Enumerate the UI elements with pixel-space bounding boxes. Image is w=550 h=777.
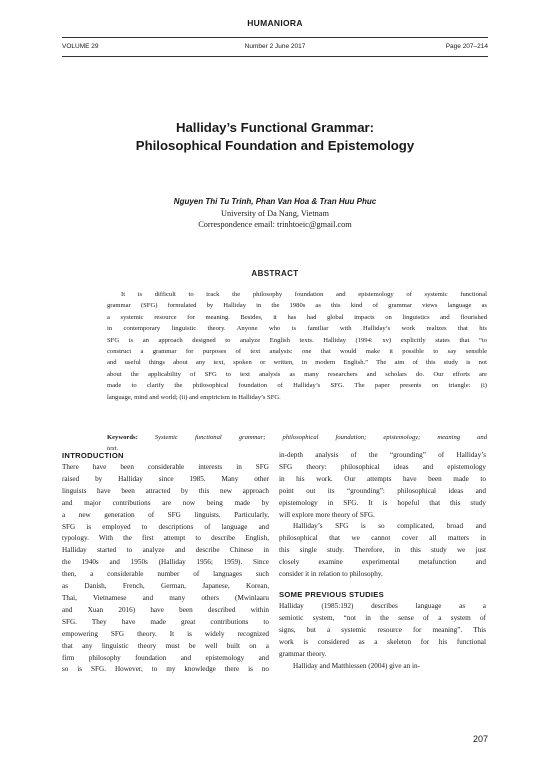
abstract-line: SFG is an approach designed to analyze English texts. Halliday (1994: xv) explicitly states that “to bbox=[107, 336, 487, 344]
body-line: Halliday’s SFG is so complicated, broad and bbox=[293, 522, 486, 531]
keywords-line bbox=[107, 432, 487, 443]
body-line: in his work. Our attempts have been made to bbox=[279, 474, 486, 483]
author-block bbox=[40, 196, 510, 231]
body-line: Halliday (1985:192) describes language as a bbox=[279, 601, 486, 610]
body-line: work is considered as a skeleton for his functional bbox=[279, 637, 486, 646]
title-line: Halliday’s Functional Grammar: bbox=[175, 120, 375, 135]
body-line: so is SFG. However, to my knowledge there is no bbox=[62, 665, 269, 674]
body-line: firm philosophy foundation and epistemology and bbox=[62, 653, 269, 662]
keywords-line: text. bbox=[107, 445, 119, 452]
abstract-heading: ABSTRACT bbox=[251, 269, 299, 278]
body-line: linguists have been attracted by this new approach bbox=[62, 486, 269, 495]
journal-name: HUMANIORA bbox=[247, 18, 303, 28]
body-line: Halliday started to analyze and describe Chinese in bbox=[62, 546, 269, 555]
body-line: grammar theory. bbox=[279, 649, 327, 658]
abstract-line: about the applicability of SFG to text analysis as many researchers and scholars do. Our efforts are bbox=[107, 370, 487, 378]
title-line: Philosophical Foundation and Epistemology bbox=[135, 138, 415, 153]
paper-title bbox=[40, 119, 510, 155]
header-top-rule bbox=[62, 37, 488, 38]
body-line: will explore more theory of SFG. bbox=[279, 510, 375, 519]
body-line: SFG is employed to descriptions of language and bbox=[62, 522, 269, 531]
body-line: semiotic system, “not in the sense of a system of bbox=[279, 613, 486, 622]
author-names: Nguyen Thi Tu Trinh, Phan Van Hoa & Tran Huu Phuc bbox=[173, 197, 377, 206]
abstract-line: and useful things about any text, spoken or written, in modern English.” The aim of this study is not bbox=[107, 359, 487, 367]
body-line: that any linguistic theory must be well built on a bbox=[62, 641, 269, 650]
body-line: this single study. Therefore, in this study we just bbox=[279, 546, 486, 555]
issue-meta bbox=[62, 43, 488, 57]
section-heading-introduction: INTRODUCTION bbox=[62, 451, 124, 460]
body-line: then, a considerable number of languages such bbox=[62, 570, 269, 579]
affiliation: University of Da Nang, Vietnam bbox=[221, 208, 329, 218]
body-line: SFG theory: philosophical ideas and epistemology bbox=[279, 462, 486, 471]
abstract-line: a systemic resource for meaning. Besides, it has had global impacts on linguistics and flourished bbox=[107, 313, 487, 321]
body-line: and Xuan 2016) have been described within bbox=[62, 605, 269, 614]
abstract-body bbox=[107, 289, 487, 403]
body-line: philosophical that we cannot cover all matters in bbox=[279, 534, 486, 543]
abstract-line: construct a grammar for purposes of text analysis: one that would make it possible to say sensible bbox=[107, 348, 487, 356]
volume-label: VOLUME 29 bbox=[62, 43, 99, 50]
body-line: in-depth analysis of the “grounding” of Halliday’s bbox=[279, 451, 486, 459]
body-line: the 1940s and 1950s (Halliday 1956; 1959). Since bbox=[62, 558, 269, 567]
page-number: 207 bbox=[472, 734, 488, 744]
abstract-line: in contemporary linguistic theory. Anyone who is familiar with Halliday’s work realizes that his bbox=[107, 325, 487, 333]
keywords-label: Keywords: bbox=[107, 434, 138, 441]
body-line: typology. With the first attempt to describe English, bbox=[62, 534, 269, 543]
body-line: a new generation of SFG linguists. Particularly, bbox=[62, 510, 269, 519]
correspondence-email: Correspondence email: trinhtoeic@gmail.com bbox=[198, 220, 352, 229]
body-line: There have been considerable interests in SFG bbox=[62, 463, 269, 471]
abstract-line: It is difficult to track the philosophy foundation and epistemology of systemic functional bbox=[121, 291, 487, 298]
issue-number: Number 2 June 2017 bbox=[244, 43, 306, 50]
body-line: SFG. They have made great contributions to bbox=[62, 617, 269, 626]
body-line: signs, but a systemic resource for meaning”. This bbox=[279, 625, 486, 634]
body-line: raised by Halliday since 1985. Many other bbox=[62, 474, 269, 483]
left-column bbox=[62, 450, 269, 676]
section-heading-previous-studies: SOME PREVIOUS STUDIES bbox=[279, 589, 385, 599]
abstract-line: grammar (SFG) formulated by Halliday in the 1980s as this kind of grammar views language as bbox=[107, 302, 487, 310]
abstract-line: language, mind and world; (ii) and empiricism in Halliday’s SFG. bbox=[107, 393, 281, 401]
body-line: epistemology in SFG. It is hopeful that this study bbox=[279, 498, 486, 507]
body-line: and major contributions are now being made by bbox=[62, 498, 269, 507]
body-line: consider it in relation to philosophy. bbox=[279, 570, 383, 579]
body-line: empowering SFG theory. It is widely recognized bbox=[62, 629, 269, 638]
right-column bbox=[279, 450, 486, 672]
body-line: point out its “grounding”: philosophical ideas and bbox=[279, 486, 486, 495]
header-bottom-rule bbox=[62, 56, 488, 57]
section-gap bbox=[279, 581, 486, 589]
page-range: Page 207–214 bbox=[445, 43, 488, 50]
keywords-text: Systemic functional grammar; philosophical foundation; epistemology; meaning and bbox=[154, 434, 488, 441]
body-line: as Danish, French, German, Japanese, Korean, bbox=[62, 582, 269, 591]
body-line: Thai, Vietnamese and many others (Mwinlaaru bbox=[62, 593, 269, 602]
abstract-line: made to clarify the philosophical foundation of Halliday’s SFG. The paper presents on triangle: (i) bbox=[107, 382, 487, 390]
body-line: Halliday and Matthiessen (2004) give an in- bbox=[293, 661, 420, 670]
body-line: closely examine experimental metafunction and bbox=[279, 558, 486, 567]
